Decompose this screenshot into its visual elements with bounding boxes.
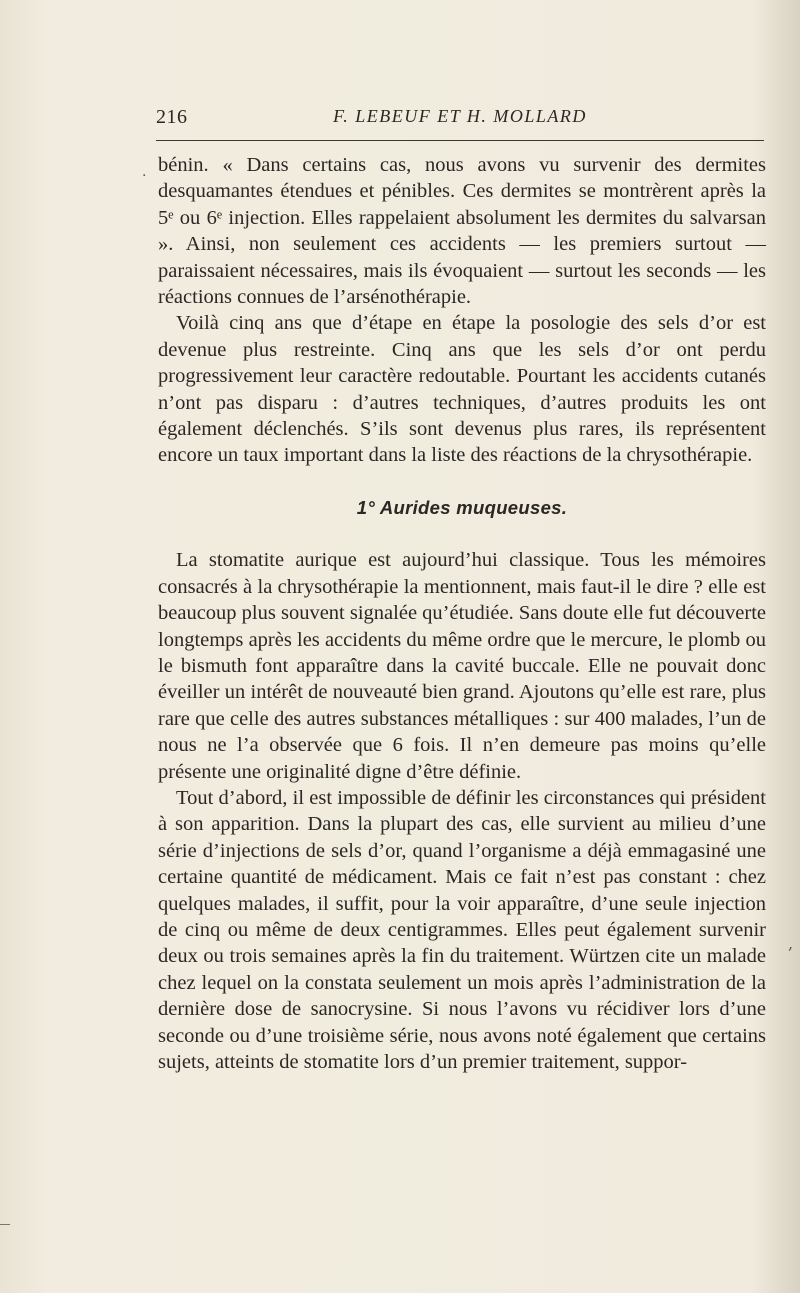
running-head: F. LEBEUF ET H. MOLLARD [333, 106, 587, 126]
header-rule [156, 140, 764, 141]
margin-dot: . [142, 164, 147, 180]
section-title: 1° Aurides muqueuses. [356, 496, 568, 518]
margin-tick: , [788, 934, 794, 953]
paragraph: La stomatite aurique est aujourd’hui classique. Tous les mémoires consacrés à la chrysothérapie la mentionnent, mais faut-il le dire ? elle est beaucoup plus souvent signalée qu’étudiée. Sans doute elle fut découverte longtemps après les accidents du même ordre que le mercure, le plomb ou le bismuth font apparaître dans la cavité buccale. Elle ne pouvait donc éveiller un intérêt de nouveauté bien grand. Ajoutons qu’elle est rare, plus rare que celle des autres substances métalliques : sur 400 malades, l’un de nous ne l’a observée que 6 fois. Il n’en demeure pas moins qu’elle présente une originalité digne d’être définie. [158, 549, 766, 783]
body-text [158, 152, 766, 1075]
margin-dash [0, 1224, 10, 1225]
page-number: 216 [156, 106, 188, 128]
paragraph-continuation: bénin. « Dans certains cas, nous avons vu survenir des dermites desquamantes étendues et pénibles. Ces dermites se montrèrent après la 5ᵉ ou 6ᵉ injection. Elles rappelaient absolument les dermites du salvarsan ». Ainsi, non seulement ces accidents — les premiers surtout — paraissaient nécessaires, mais ils évoquaient — surtout les seconds — les réactions connues de l’arsénothérapie. [158, 154, 766, 309]
paragraph: Voilà cinq ans que d’étape en étape la posologie des sels d’or est devenue plus restreinte. Cinq ans que les sels d’or ont perdu progressivement leur caractère redoutable. Pourtant les accidents cutanés n’ont pas disparu : d’autres techniques, d’autres produits les ont également déclenchés. S’ils sont devenus plus rares, ils représentent encore un taux important dans la liste des réactions de la chrysothérapie. [158, 312, 766, 467]
paragraph: Tout d’abord, il est impossible de définir les circonstances qui président à son apparition. Dans la plupart des cas, elle survient au milieu d’une série d’injections de sels d’or, quand l’organisme a déjà emmagasiné une certaine quantité de médicament. Mais ce fait n’est pas constant : chez quelques malades, il suffit, pour la voir apparaître, d’une seule injection de cinq ou même de deux centigrammes. Elles peut également survenir deux ou trois semaines après la fin du traitement. Würtzen cite un malade chez lequel on la constata seulement un mois après l’administration de la dernière dose de sanocrysine. Si nous l’avons vu récidiver lors d’une seconde ou d’une troisième série, nous avons noté également que certains sujets, atteints de stomatite lors d’un premier traitement, suppor- [158, 786, 766, 1073]
page-header [156, 106, 764, 134]
